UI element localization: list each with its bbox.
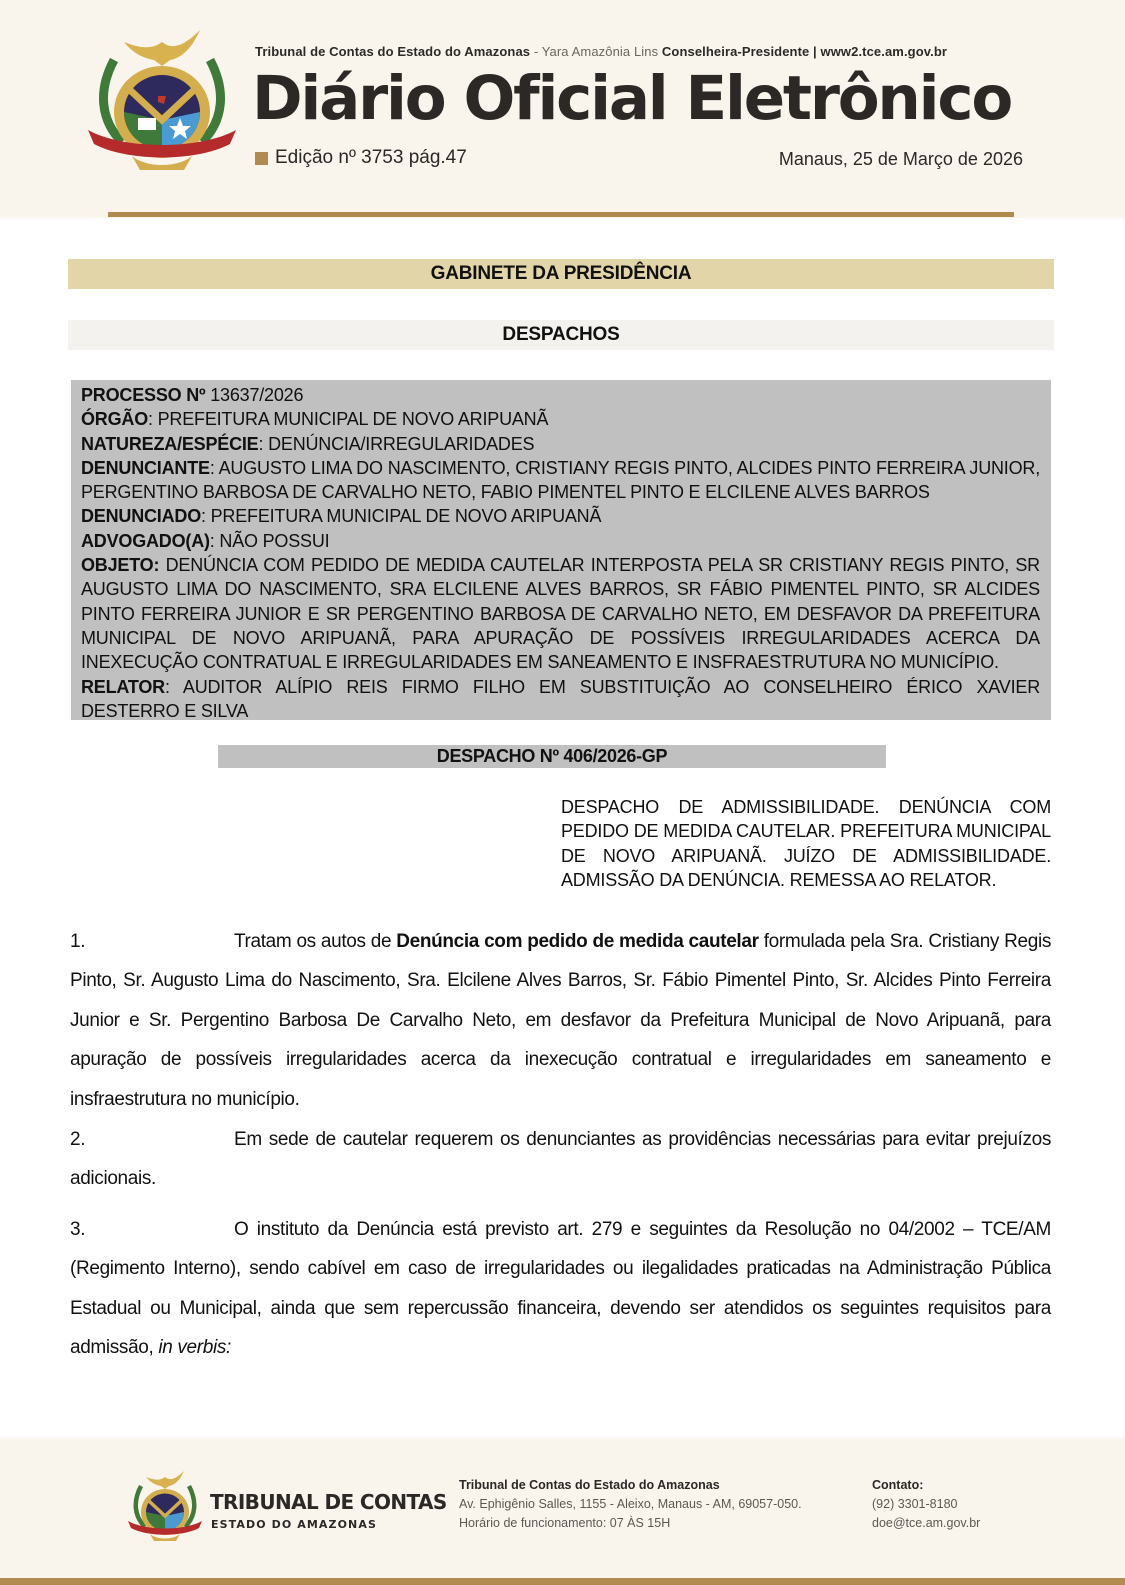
- paragraph-number: 1.: [70, 931, 86, 952]
- coat-of-arms-icon: [126, 1466, 204, 1542]
- process-denunciante: DENUNCIANTE: AUGUSTO LIMA DO NASCIMENTO, CRISTIANY REGIS PINTO, ALCIDES PINTO FERREIRA JUNIOR, PERGENTINO BARBOSA DE CARVALHO NETO, FABIO PIMENTEL PINTO E ELCILENE ALVES BARROS: [81, 457, 1040, 503]
- page-header: [0, 0, 1125, 218]
- paragraph-number: 2.: [70, 1129, 86, 1150]
- despacho-ementa: DESPACHO DE ADMISSIBILIDADE. DENÚNCIA COM PEDIDO DE MEDIDA CAUTELAR. PREFEITURA MUNICIPAL DE NOVO ARIPUANÃ. JUÍZO DE ADMISSIBILIDADE. ADMISSÃO DA DENÚNCIA. REMESSA AO RELATOR.: [561, 797, 1051, 890]
- process-objeto: OBJETO: DENÚNCIA COM PEDIDO DE MEDIDA CAUTELAR INTERPOSTA PELA SR CRISTIANY REGIS PINTO, SR AUGUSTO LIMA DO NASCIMENTO, SRA ELCILENE ALVES BARROS, SR FÁBIO PIMENTEL PINTO, SR ALCIDES PINTO FERREIRA JUNIOR E SR PERGENTINO BARBOSA DE CARVALHO NETO, EM DESFAVOR DA PREFEITURA MUNICIPAL DE NOVO ARIPUANÃ, PARA APURAÇÃO DE POSSÍVEIS IRREGULARIDADES ACERCA DA INEXECUÇÃO CONTRATUAL E IRREGULARIDADES EM SANEAMENTO E INSFRAESTRUTURA NO MUNICÍPIO.: [81, 555, 1040, 673]
- paragraph-1: 1. Tratam os autos de Denúncia com pedido de medida cautelar formulada pela Sra. Cristiany Regis Pinto, Sr. Augusto Lima do Nascimento, Sra. Elcilene Alves Barros, Sr. Fábio Pimentel Pinto, Sr. Alcides Pinto Ferreira Junior e Sr. Pergentino Barbosa De Carvalho Neto, em desfavor da Prefeitura Municipal de Novo Aripuanã, para apuração de possíveis irregularidades acerca da inexecução contratual e irregularidades em saneamento e insfraestrutura no município.: [70, 922, 1051, 1119]
- tagline-person: Yara Amazônia Lins: [541, 44, 659, 59]
- header-divider: [108, 212, 1014, 217]
- coat-of-arms-icon: [84, 20, 240, 172]
- italic-quote-intro: in verbis:: [158, 1337, 231, 1359]
- footer-brand: TRIBUNAL DE CONTAS: [210, 1490, 447, 1514]
- edition-text: Edição nº 3753 pág.47: [275, 147, 467, 168]
- tagline-org: Tribunal de Contas do Estado do Amazonas: [255, 44, 531, 59]
- paragraph-2: 2. Em sede de cautelar requerem os denunciantes as providências necessárias para evitar prejuízos adicionais.: [70, 1120, 1051, 1199]
- process-natureza: NATUREZA/ESPÉCIE: DENÚNCIA/IRREGULARIDADES: [81, 433, 535, 454]
- process-advogado: ADVOGADO(A): NÃO POSSUI: [81, 530, 330, 551]
- paragraph-number: 3.: [70, 1219, 86, 1240]
- header-tagline: [255, 44, 947, 59]
- despacho-number: DESPACHO Nº 406/2026-GP: [218, 745, 886, 768]
- process-number: PROCESSO Nº 13637/2026: [81, 385, 304, 405]
- edition-info: [255, 147, 467, 169]
- process-denunciado: DENUNCIADO: PREFEITURA MUNICIPAL DE NOVO ARIPUANÃ: [81, 506, 602, 527]
- footer-gold-band: [0, 1578, 1125, 1585]
- footer-address: [459, 1476, 802, 1533]
- section-heading-despachos: DESPACHOS: [68, 320, 1054, 350]
- footer-hours: Horário de funcionamento: 07 ÀS 15H: [459, 1516, 671, 1530]
- tagline-role: Conselheira-Presidente | www2.tce.am.gov.br: [661, 44, 948, 59]
- footer-street: Av. Ephigênio Salles, 1155 - Aleixo, Manaus - AM, 69057-050.: [459, 1497, 802, 1511]
- contact-email[interactable]: doe@tce.am.gov.br: [872, 1516, 981, 1530]
- page-footer: [0, 1438, 1125, 1578]
- contact-phone: (92) 3301-8180: [872, 1497, 958, 1511]
- emphasis: Denúncia com pedido de medida cautelar: [396, 931, 759, 952]
- process-relator: RELATOR: AUDITOR ALÍPIO REIS FIRMO FILHO EM SUBSTITUIÇÃO AO CONSELHEIRO ÉRICO XAVIER DESTERRO E SILVA: [81, 676, 1040, 721]
- publication-date: Manaus, 25 de Março de 2026: [778, 149, 1023, 169]
- footer-org: Tribunal de Contas do Estado do Amazonas: [459, 1478, 720, 1492]
- footer-contact: [872, 1476, 980, 1533]
- tagline-separator: -: [530, 44, 542, 59]
- paragraph-3: 3. O instituto da Denúncia está previsto art. 279 e seguintes da Resolução no 04/2002 – TCE/AM (Regimento Interno), sendo cabível em caso de irregularidades ou ilegalidades praticadas na Administração Pública Estadual ou Municipal, ainda que sem repercussão financeira, devendo ser atendidos os seguintes requisitos para admissão, in verbis:: [70, 1210, 1051, 1368]
- process-summary-box: [71, 380, 1051, 720]
- footer-brand-sub: ESTADO DO AMAZONAS: [211, 1518, 377, 1531]
- square-bullet-icon: [255, 152, 268, 165]
- process-orgao: ÓRGÃO: PREFEITURA MUNICIPAL DE NOVO ARIPUANÃ: [81, 409, 549, 430]
- section-heading-gabinete: GABINETE DA PRESIDÊNCIA: [68, 259, 1054, 289]
- contact-label: Contato:: [872, 1478, 924, 1492]
- publication-title: Diário Oficial Eletrônico: [252, 63, 1012, 134]
